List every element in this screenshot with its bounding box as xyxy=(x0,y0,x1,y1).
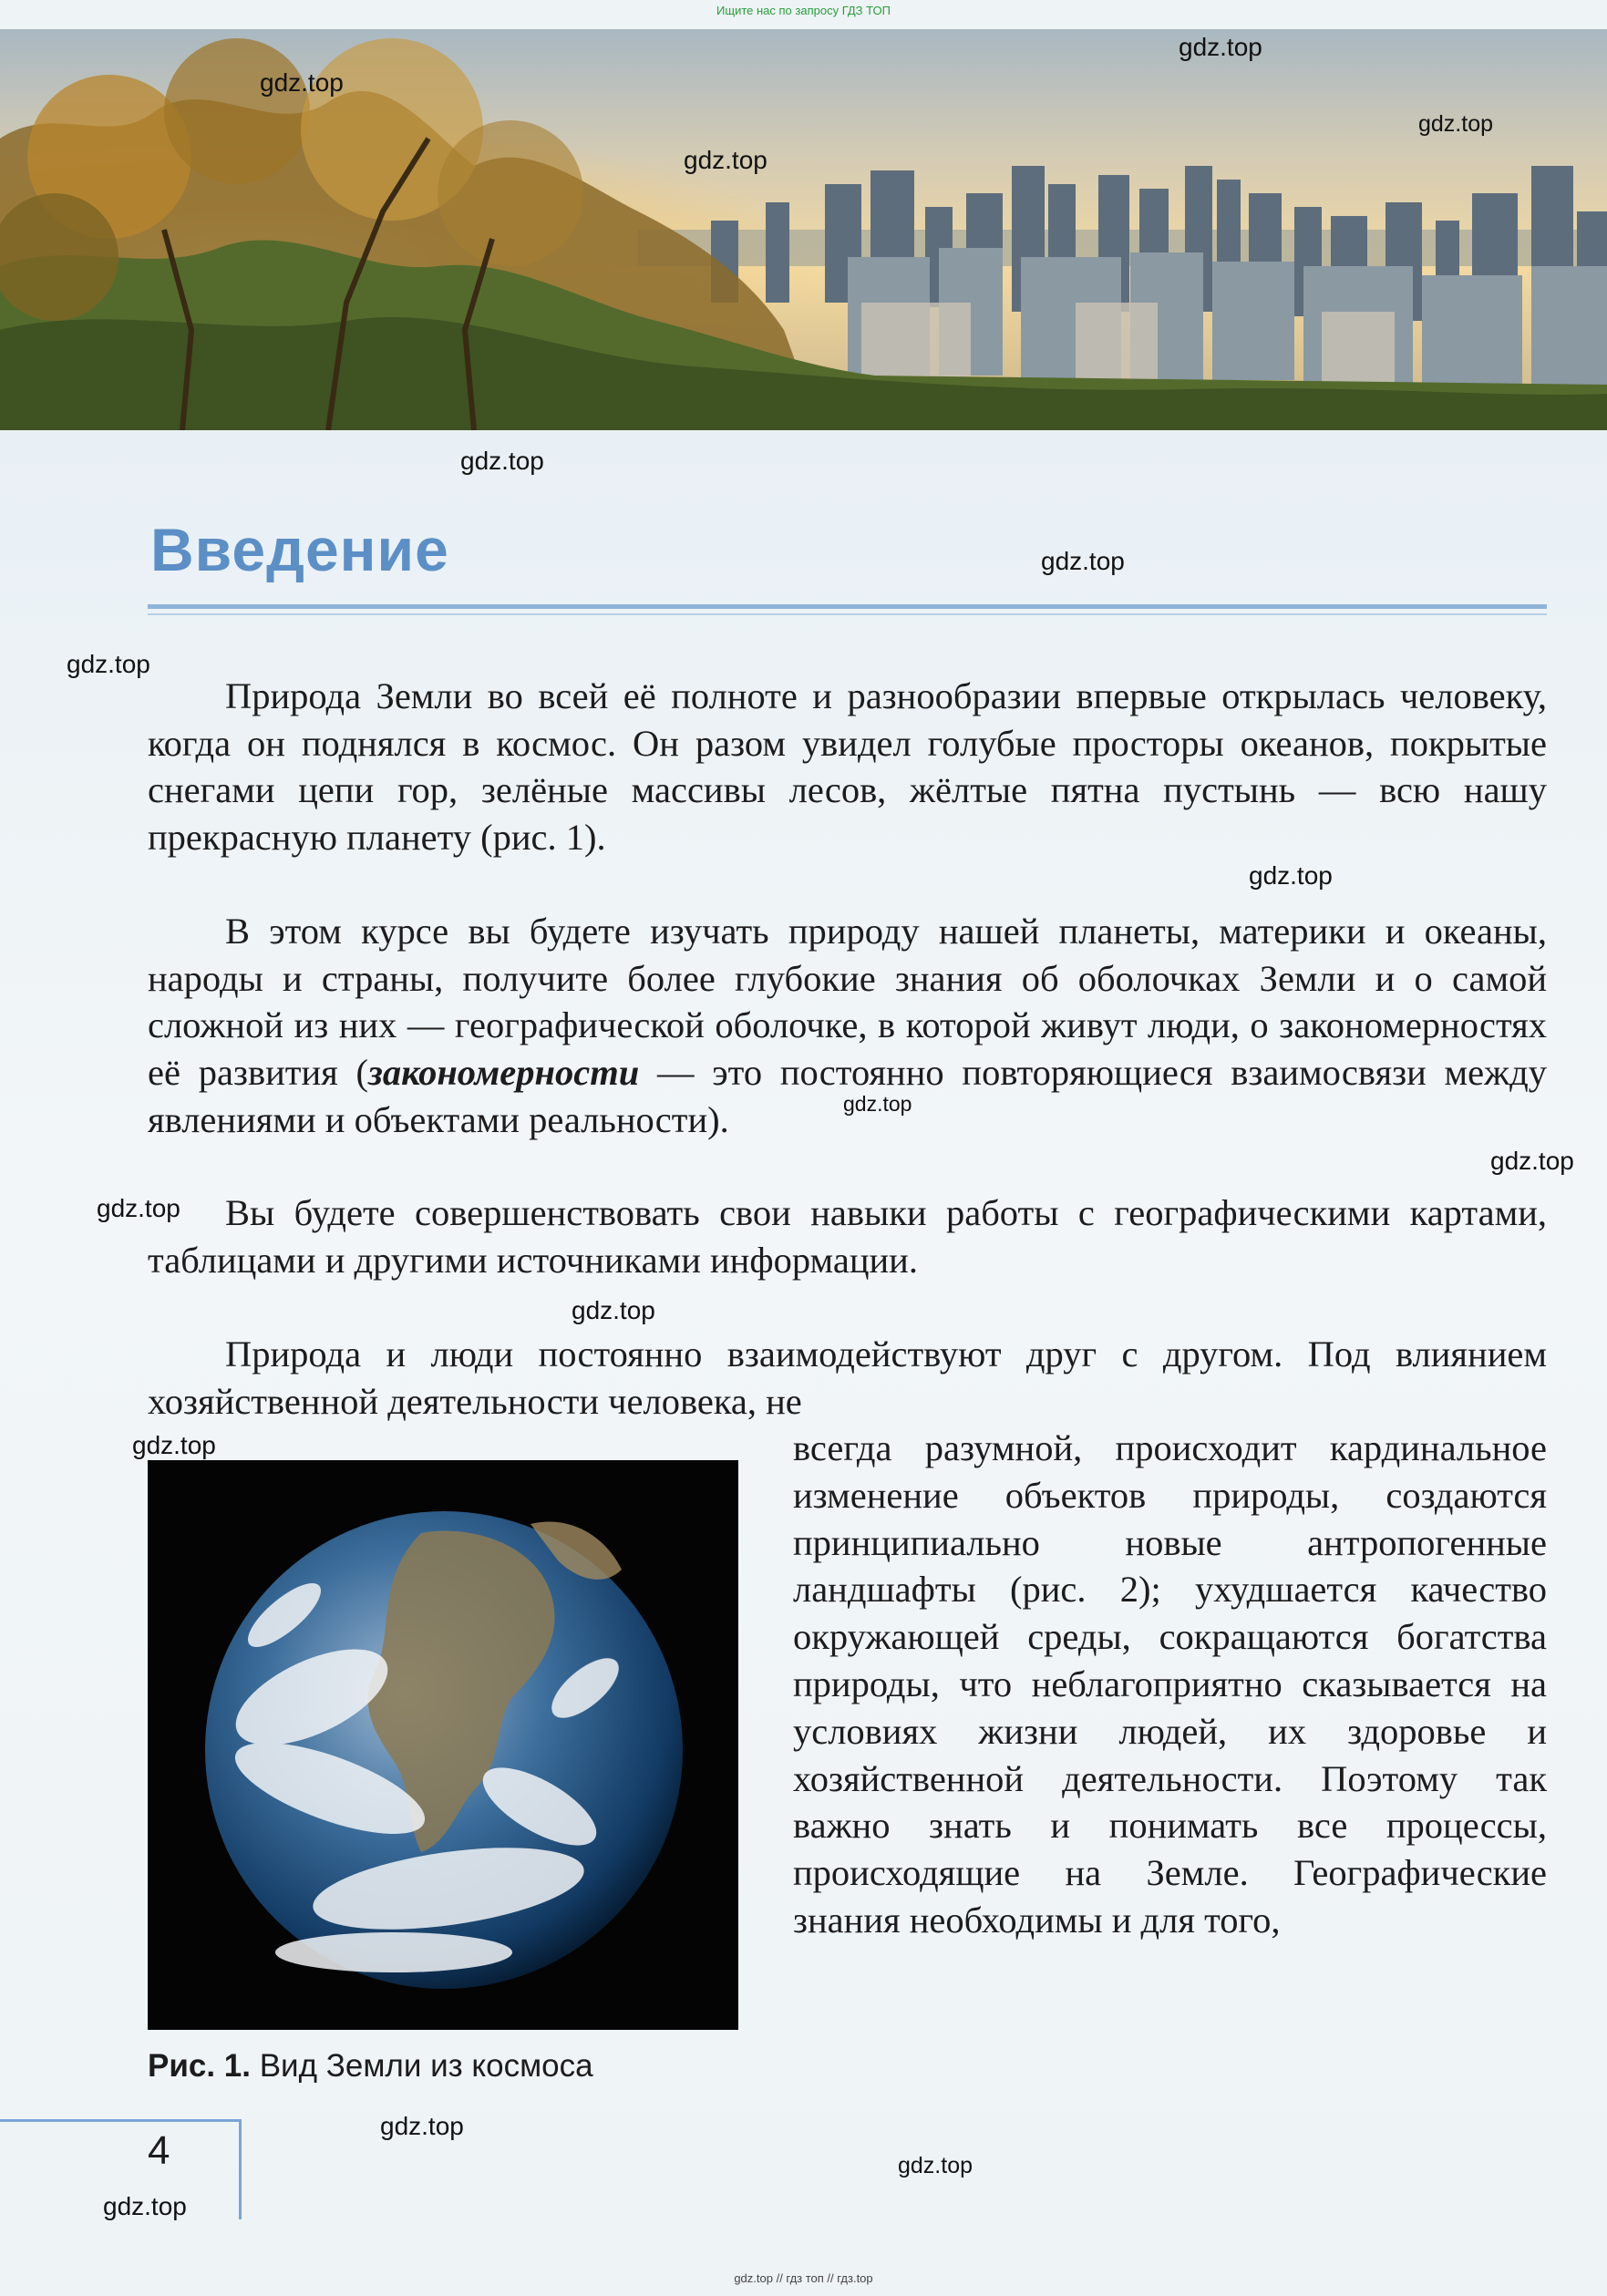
page-number-frame-side xyxy=(239,2119,242,2219)
footer-note: gdz.top // гдз топ // гдз.top xyxy=(734,2271,873,2285)
paragraph-4 xyxy=(148,1331,1547,1425)
earth-from-space-image xyxy=(148,1460,738,2030)
paragraph-4-text: Природа и люди постоянно взаимодействуют друг с другом. Под влиянием хозяйственной деятельности человека, не xyxy=(148,1333,1547,1422)
paragraph-2-text-b: — это постоянно повторяющиеся взаимосвязи между явлениями и объектами реальности). xyxy=(148,1052,1547,1140)
watermark: gdz.top xyxy=(132,1431,216,1459)
paragraph-5-text: всегда разумной, происходит кардинальное изменение объектов природы, создаются принципиально новые антропогенные ландшафты (рис. 2); ухудшается качество окружающей среды, сокращаются богатства природы, что неблагоприятно сказывается на условиях жизни людей, их здоровье и хозяйственной деятельности. Поэтому так важно знать и понимать все процессы, происходящие на Земле. Географические знания необходимы и для того, xyxy=(793,1427,1547,1941)
watermark: gdz.top xyxy=(260,68,344,97)
page-number-frame-top xyxy=(0,2119,242,2122)
watermark: gdz.top xyxy=(898,2153,973,2178)
figure-caption-text: Вид Земли из космоса xyxy=(259,2048,593,2084)
watermark: gdz.top xyxy=(103,2192,187,2220)
watermark: gdz.top xyxy=(1249,861,1333,890)
watermark: gdz.top xyxy=(572,1296,655,1324)
header-note: Ищите нас по запросу ГДЗ ТОП xyxy=(716,4,891,17)
watermark: gdz.top xyxy=(1418,111,1494,137)
term-zakonomernosti: закономерности xyxy=(368,1052,640,1094)
banner-cityscape-image xyxy=(0,29,1607,430)
watermark: gdz.top xyxy=(460,447,544,475)
watermark: gdz.top xyxy=(1490,1147,1574,1175)
paragraph-3-text: Вы будете совершенствовать свои навыки работы с географическими картами, таблицами и другими источниками информации. xyxy=(148,1192,1547,1281)
paragraph-1-text: Природа Земли во всей её полноте и разнообразии впервые открылась человеку, когда он поднялся в космос. Он разом увидел голубые просторы океанов, покрытые снегами цепи гор, зелёные массивы лесов, жёлтые пятна пустынь — всю нашу прекрасную планету (рис. 1). xyxy=(148,675,1547,859)
watermark: gdz.top xyxy=(97,1194,180,1222)
title-underline-thin xyxy=(148,613,1547,615)
paragraph-1 xyxy=(148,673,1547,861)
page-title: Введение xyxy=(150,516,449,583)
paragraph-3 xyxy=(148,1189,1547,1283)
title-underline xyxy=(148,604,1547,609)
watermark: gdz.top xyxy=(380,2112,464,2140)
watermark: gdz.top xyxy=(67,650,150,678)
paragraph-5-wrap xyxy=(793,1425,1547,1944)
paragraph-2-text-a: В этом курсе вы будете изучать природу нашей планеты, материки и океаны, народы и страны, получите более глубокие знания об оболочках Земли и о самой сложной из них — географической оболочке, в которой живут люди, о закономерностях её развития ( xyxy=(148,911,1547,1094)
watermark: gdz.top xyxy=(1041,547,1125,575)
watermark: gdz.top xyxy=(843,1092,912,1116)
watermark: gdz.top xyxy=(684,146,767,174)
figure-caption xyxy=(148,2048,593,2085)
watermark: gdz.top xyxy=(1179,33,1262,61)
page-number: 4 xyxy=(148,2128,170,2173)
figure-label: Рис. 1. xyxy=(148,2048,251,2084)
